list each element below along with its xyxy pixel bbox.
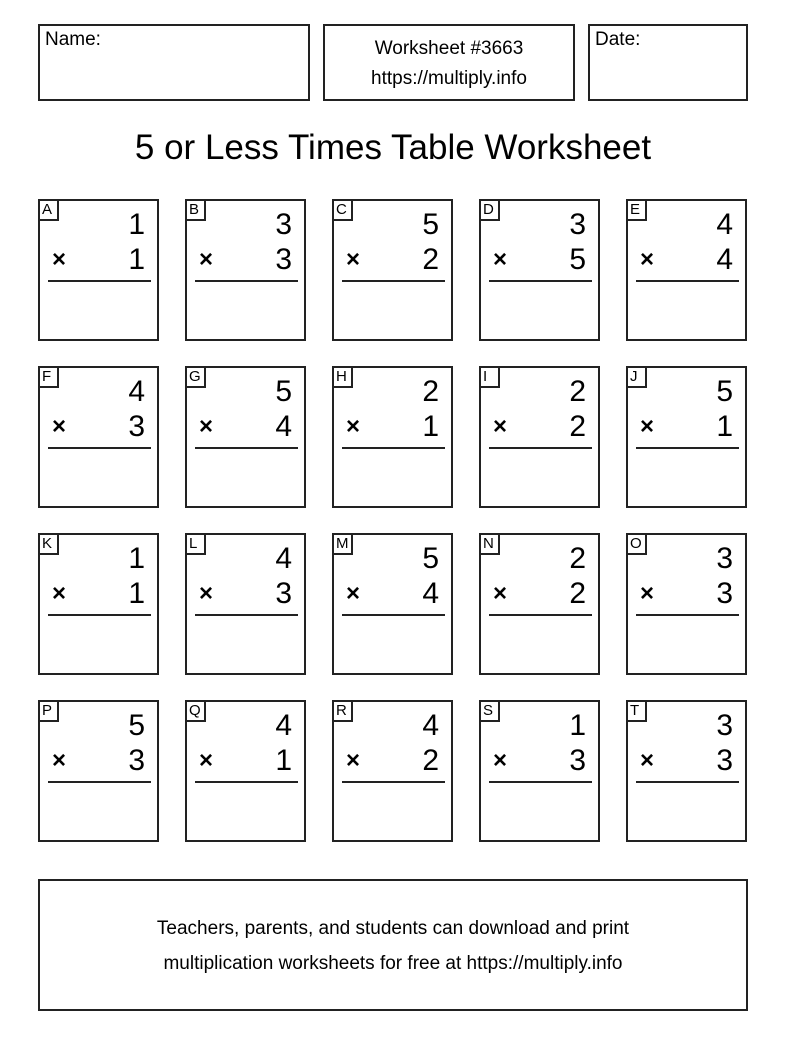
multiplicand: 3 — [716, 709, 733, 742]
answer-area[interactable] — [48, 285, 151, 335]
problem-card-k — [38, 533, 159, 675]
multiply-sign-icon: × — [346, 413, 361, 440]
multiplier: 3 — [128, 410, 145, 443]
date-field-box[interactable] — [588, 24, 748, 101]
multiply-sign-icon: × — [346, 580, 361, 607]
answer-rule — [342, 614, 445, 616]
problem-letter: R — [332, 700, 353, 722]
multiply-sign-icon: × — [199, 747, 214, 774]
multiplicand: 3 — [716, 542, 733, 575]
multiply-sign-icon: × — [199, 246, 214, 273]
multiply-sign-icon: × — [346, 747, 361, 774]
answer-rule — [636, 781, 739, 783]
answer-area[interactable] — [489, 786, 592, 836]
multiply-sign-icon: × — [493, 413, 508, 440]
problem-card-t — [626, 700, 747, 842]
problem-letter: S — [479, 700, 500, 722]
problem-letter: F — [38, 366, 59, 388]
multiply-sign-icon: × — [493, 747, 508, 774]
problem-card-c — [332, 199, 453, 341]
answer-area[interactable] — [342, 452, 445, 502]
answer-rule — [48, 447, 151, 449]
answer-area[interactable] — [636, 619, 739, 669]
answer-rule — [195, 447, 298, 449]
problem-card-n — [479, 533, 600, 675]
name-label: Name: — [45, 29, 101, 50]
multiplier: 1 — [275, 744, 292, 777]
answer-rule — [48, 280, 151, 282]
multiply-sign-icon: × — [199, 413, 214, 440]
problem-letter: O — [626, 533, 647, 555]
multiply-sign-icon: × — [493, 246, 508, 273]
problem-letter: L — [185, 533, 206, 555]
answer-area[interactable] — [489, 452, 592, 502]
multiplier: 4 — [422, 577, 439, 610]
problem-card-p — [38, 700, 159, 842]
page-title: 5 or Less Times Table Worksheet — [134, 128, 652, 167]
multiplicand: 4 — [275, 709, 292, 742]
footer-box — [38, 879, 748, 1011]
multiplier: 3 — [716, 577, 733, 610]
answer-area[interactable] — [342, 619, 445, 669]
problem-card-e — [626, 199, 747, 341]
answer-rule — [636, 447, 739, 449]
multiplicand: 3 — [275, 208, 292, 241]
answer-area[interactable] — [195, 452, 298, 502]
problem-letter: Q — [185, 700, 206, 722]
problem-card-m — [332, 533, 453, 675]
multiplier: 3 — [275, 577, 292, 610]
problem-card-r — [332, 700, 453, 842]
multiplier: 1 — [128, 243, 145, 276]
multiplier: 3 — [569, 744, 586, 777]
multiplicand: 5 — [422, 542, 439, 575]
answer-rule — [342, 280, 445, 282]
problem-letter: H — [332, 366, 353, 388]
problem-letter: G — [185, 366, 206, 388]
problem-letter: B — [185, 199, 206, 221]
multiply-sign-icon: × — [52, 747, 67, 774]
problem-letter: M — [332, 533, 353, 555]
answer-area[interactable] — [195, 619, 298, 669]
multiplier: 1 — [422, 410, 439, 443]
multiplicand: 3 — [569, 208, 586, 241]
problem-card-g — [185, 366, 306, 508]
date-label: Date: — [595, 29, 641, 50]
worksheet-info-box — [323, 24, 575, 101]
multiplicand: 5 — [275, 375, 292, 408]
problem-letter: D — [479, 199, 500, 221]
answer-area[interactable] — [489, 619, 592, 669]
multiplicand: 4 — [275, 542, 292, 575]
multiplicand: 2 — [569, 542, 586, 575]
multiplier: 3 — [275, 243, 292, 276]
multiplicand: 2 — [569, 375, 586, 408]
multiply-sign-icon: × — [52, 413, 67, 440]
answer-rule — [48, 614, 151, 616]
footer-line-2: multiplication worksheets for free at https://multiply.info — [163, 953, 623, 974]
problem-letter: A — [38, 199, 59, 221]
answer-area[interactable] — [48, 452, 151, 502]
multiplier: 2 — [422, 243, 439, 276]
multiplicand: 4 — [422, 709, 439, 742]
answer-area[interactable] — [342, 786, 445, 836]
multiplicand: 5 — [128, 709, 145, 742]
problem-card-o — [626, 533, 747, 675]
answer-area[interactable] — [195, 786, 298, 836]
problem-letter: N — [479, 533, 500, 555]
problem-letter: C — [332, 199, 353, 221]
multiply-sign-icon: × — [493, 580, 508, 607]
multiplier: 3 — [716, 744, 733, 777]
multiplier: 5 — [569, 243, 586, 276]
problem-letter: P — [38, 700, 59, 722]
multiply-sign-icon: × — [640, 747, 655, 774]
multiplier: 2 — [569, 410, 586, 443]
problem-card-i — [479, 366, 600, 508]
answer-rule — [195, 781, 298, 783]
multiplicand: 5 — [716, 375, 733, 408]
multiply-sign-icon: × — [52, 246, 67, 273]
answer-rule — [195, 614, 298, 616]
multiplicand: 4 — [716, 208, 733, 241]
problem-grid — [38, 199, 748, 842]
answer-area[interactable] — [342, 285, 445, 335]
answer-area[interactable] — [636, 285, 739, 335]
multiplicand: 4 — [128, 375, 145, 408]
answer-rule — [48, 781, 151, 783]
answer-rule — [489, 614, 592, 616]
multiplier: 4 — [716, 243, 733, 276]
problem-letter: J — [626, 366, 647, 388]
answer-rule — [195, 280, 298, 282]
worksheet-url: https://multiply.info — [371, 68, 527, 89]
problem-letter: I — [479, 366, 500, 388]
answer-area[interactable] — [636, 452, 739, 502]
answer-rule — [342, 447, 445, 449]
problem-card-f — [38, 366, 159, 508]
answer-rule — [636, 614, 739, 616]
multiply-sign-icon: × — [199, 580, 214, 607]
problem-letter: K — [38, 533, 59, 555]
multiplicand: 5 — [422, 208, 439, 241]
multiply-sign-icon: × — [640, 413, 655, 440]
answer-rule — [489, 781, 592, 783]
multiplicand: 1 — [128, 542, 145, 575]
multiply-sign-icon: × — [640, 580, 655, 607]
multiplicand: 2 — [422, 375, 439, 408]
worksheet-number: Worksheet #3663 — [374, 38, 524, 59]
problem-card-l — [185, 533, 306, 675]
problem-card-q — [185, 700, 306, 842]
answer-area[interactable] — [489, 285, 592, 335]
multiplicand: 1 — [569, 709, 586, 742]
multiplier: 2 — [569, 577, 586, 610]
answer-area[interactable] — [48, 786, 151, 836]
multiplicand: 1 — [128, 208, 145, 241]
name-field-box[interactable] — [38, 24, 310, 101]
problem-card-a — [38, 199, 159, 341]
multiplier: 4 — [275, 410, 292, 443]
multiply-sign-icon: × — [640, 246, 655, 273]
answer-rule — [636, 280, 739, 282]
problem-card-j — [626, 366, 747, 508]
problem-card-h — [332, 366, 453, 508]
multiplier: 2 — [422, 744, 439, 777]
multiplier: 1 — [128, 577, 145, 610]
multiplier: 3 — [128, 744, 145, 777]
problem-card-b — [185, 199, 306, 341]
problem-card-d — [479, 199, 600, 341]
footer-line-1: Teachers, parents, and students can download and print — [156, 918, 630, 939]
answer-area[interactable] — [636, 786, 739, 836]
answer-rule — [489, 280, 592, 282]
answer-area[interactable] — [48, 619, 151, 669]
multiply-sign-icon: × — [52, 580, 67, 607]
answer-rule — [489, 447, 592, 449]
multiply-sign-icon: × — [346, 246, 361, 273]
problem-card-s — [479, 700, 600, 842]
problem-letter: T — [626, 700, 647, 722]
multiplier: 1 — [716, 410, 733, 443]
problem-letter: E — [626, 199, 647, 221]
answer-rule — [342, 781, 445, 783]
answer-area[interactable] — [195, 285, 298, 335]
